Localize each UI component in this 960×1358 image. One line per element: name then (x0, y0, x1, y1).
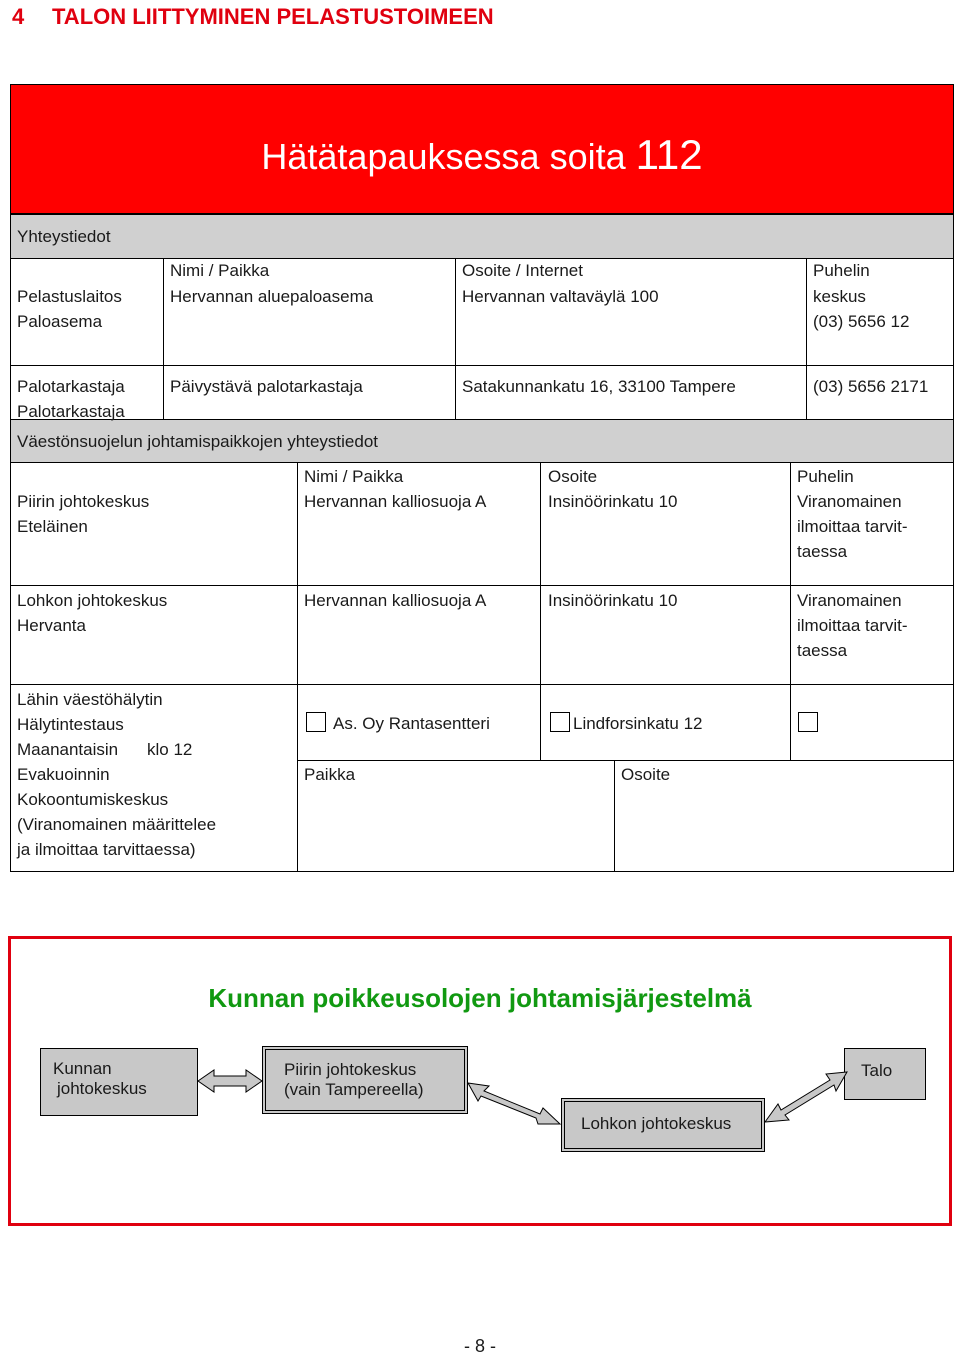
inspector-sublabel: Palotarkastaja (17, 402, 125, 421)
district-command-line2: (vain Tampereella) (284, 1080, 424, 1099)
section-title: TALON LIITTYMINEN PELASTUSTOIMEEN (52, 4, 494, 29)
block-phone-2: ilmoittaa tarvit- (797, 616, 908, 635)
command-header: Väestönsuojelun johtamispaikkojen yhteystiedot (17, 432, 379, 451)
block-command-label: Lohkon johtokeskus (581, 1114, 732, 1133)
arrow-municipal-district (198, 1070, 262, 1092)
district-address: Insinöörinkatu 10 (548, 492, 678, 511)
siren-day: Maanantaisin (17, 740, 119, 759)
rescue-name: Hervannan aluepaloasema (170, 287, 374, 306)
contacts-header: Yhteystiedot (17, 227, 111, 246)
rescue-label: Pelastuslaitos (17, 287, 122, 306)
org-title: Kunnan poikkeusolojen johtamisjärjestelmä (208, 983, 752, 1013)
inspector-name: Päivystävä palotarkastaja (170, 377, 363, 396)
municipal-command-line2: johtokeskus (57, 1079, 147, 1098)
block-phone-3: taessa (797, 641, 848, 660)
district-phone-2: ilmoittaa tarvit- (797, 517, 908, 536)
district-command-line1: Piirin johtokeskus (284, 1060, 417, 1079)
inspector-address: Satakunnankatu 16, 33100 Tampere (462, 377, 736, 396)
emergency-number: 112 (635, 131, 703, 178)
block-address: Insinöörinkatu 10 (548, 591, 678, 610)
siren-option-1-label: As. Oy Rantasentteri (333, 714, 490, 733)
municipal-command-line1: Kunnan (53, 1059, 112, 1078)
block-sublabel: Hervanta (17, 616, 86, 635)
inspector-label: Palotarkastaja (17, 377, 125, 396)
assembly-note-2: ja ilmoittaa tarvittaessa) (17, 840, 196, 859)
district-name: Hervannan kalliosuoja A (304, 492, 487, 511)
house-label: Talo (861, 1061, 893, 1080)
district-label: Piirin johtokeskus (17, 492, 150, 511)
inspector-phone: (03) 5656 2171 (813, 377, 929, 396)
assembly-note-1: (Viranomainen määrittelee (17, 815, 217, 834)
district-phone-1: Viranomainen (797, 492, 902, 511)
page-number: - 8 - (463, 1336, 496, 1356)
emergency-label: Hätätapauksessa soita (261, 136, 626, 177)
siren-label: Lähin väestöhälytin (17, 690, 163, 709)
col-address-header: Osoite / Internet (462, 261, 583, 280)
col-phone-header: Puhelin (813, 261, 870, 280)
assembly-place-label: Paikka (304, 765, 356, 784)
arrow-district-block (468, 1083, 560, 1124)
assembly-label: Kokoontumiskeskus (17, 790, 169, 809)
siren-test-label: Hälytintestaus (17, 715, 124, 734)
siren-time: klo 12 (147, 740, 193, 759)
rescue-phone: (03) 5656 12 (813, 312, 910, 331)
district-phone-3: taessa (797, 542, 848, 561)
block-label: Lohkon johtokeskus (17, 591, 168, 610)
cmd-col-name-header: Nimi / Paikka (304, 467, 404, 486)
rescue-sublabel: Paloasema (17, 312, 103, 331)
assembly-address-label: Osoite (621, 765, 671, 784)
block-name: Hervannan kalliosuoja A (304, 591, 487, 610)
evacuation-label: Evakuoinnin (17, 765, 110, 784)
col-name-header: Nimi / Paikka (170, 261, 270, 280)
siren-option-2-label: Lindforsinkatu 12 (573, 714, 703, 733)
rescue-phone-label: keskus (813, 287, 866, 306)
rescue-address: Hervannan valtaväylä 100 (462, 287, 659, 306)
block-phone-1: Viranomainen (797, 591, 902, 610)
cmd-col-phone-header: Puhelin (797, 467, 854, 486)
district-sublabel: Eteläinen (17, 517, 88, 536)
arrow-block-house (765, 1072, 847, 1122)
cmd-col-address-header: Osoite (548, 467, 598, 486)
section-number: 4 (12, 4, 25, 29)
